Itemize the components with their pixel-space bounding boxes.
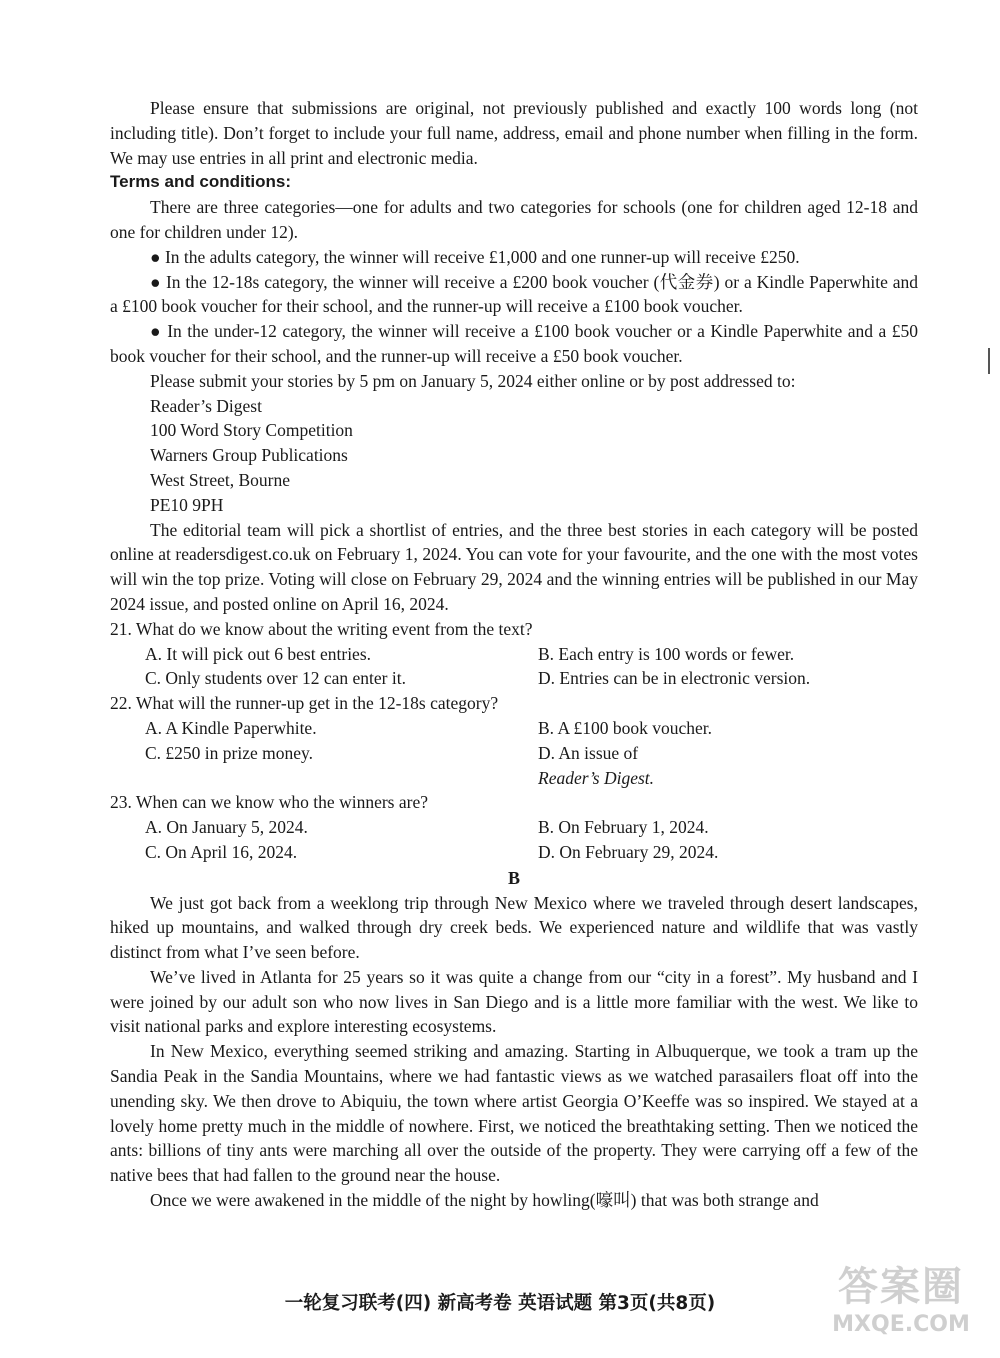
bullet-dot: ●	[150, 271, 162, 292]
option-c: C. On April 16, 2024.	[145, 841, 298, 862]
answer-options	[110, 716, 918, 790]
edge-mark	[988, 348, 990, 374]
question-stem: 22. What will the runner-up get in the 12-18s category?	[110, 693, 499, 714]
option-a: A. It will pick out 6 best entries.	[145, 643, 372, 664]
question-stem: 23. When can we know who the winners are?	[110, 792, 428, 813]
bullet-12-18s: ● In the 12-18s category, the winner will receive a £200 book voucher (代金券) or a Kindle Paperwhite and a £100 book voucher for their school, and the runner-up will receive a £100 book voucher.	[110, 271, 918, 317]
watermark-url: MXQE.COM	[832, 1312, 970, 1337]
terms-heading: Terms and conditions:	[110, 172, 292, 192]
option-b: B. A £100 book voucher.	[538, 717, 713, 738]
postal-address	[110, 394, 918, 518]
address-line: 100 Word Story Competition	[150, 420, 353, 441]
option-d: D. An issue of Reader’s Digest.	[538, 742, 655, 788]
paragraph-b4: Once we were awakened in the middle of the night by howling(嚎叫) that was both strange and	[150, 1190, 819, 1211]
paragraph-categories: There are three categories—one for adults and two categories for schools (one for children aged 12-18 and one for children under 12).	[110, 197, 918, 242]
question-23	[110, 790, 918, 864]
bullet-dot: ●	[150, 246, 161, 267]
magazine-title: Reader’s Digest.	[538, 767, 655, 788]
option-c: C. £250 in prize money.	[145, 742, 314, 763]
bullet-dot: ●	[150, 321, 162, 342]
watermark	[816, 1262, 986, 1348]
page-content	[110, 96, 918, 1213]
paragraph-b1: We just got back from a weeklong trip through New Mexico where we traveled through desert landscapes, hiked up mountains, and walked through dry creek beds. We experienced nature and wildlife that was vastly distinct from what I’ve seen before.	[110, 892, 918, 963]
bullet-adults: ● In the adults category, the winner will receive £1,000 and one runner-up will receive £250.	[150, 246, 800, 267]
option-c: C. Only students over 12 can enter it.	[145, 668, 406, 689]
watermark-logo: 答案圈	[838, 1264, 964, 1310]
option-a: A. On January 5, 2024.	[145, 817, 308, 838]
address-line: PE10 9PH	[150, 494, 224, 515]
question-21	[110, 617, 918, 691]
paragraph-submit: Please submit your stories by 5 pm on January 5, 2024 either online or by post addressed to:	[150, 370, 796, 391]
answer-options	[110, 815, 918, 865]
question-stem: 21. What do we know about the writing event from the text?	[110, 618, 533, 639]
option-d: D. On February 29, 2024.	[538, 841, 719, 862]
paragraph-b2: We’ve lived in Atlanta for 25 years so it was quite a change from our “city in a forest”. My husband and I were joined by our adult son who now lives in San Diego and is a little more familiar with the west. We like to visit national parks and explore interesting ecosystems.	[110, 966, 918, 1037]
address-line: Reader’s Digest	[150, 395, 262, 416]
address-line: West Street, Bourne	[150, 469, 291, 490]
page-footer: 一轮复习联考(四) 新高考卷 英语试题 第3页(共8页)	[284, 1293, 716, 1314]
paragraph-submissions: Please ensure that submissions are original, not previously published and exactly 100 words long (not including title). Don’t forget to include your full name, address, email and phone number when filling in the form. We may use entries in all print and electronic media.	[110, 98, 918, 168]
option-a: A. A Kindle Paperwhite.	[145, 717, 317, 738]
question-22	[110, 691, 918, 790]
option-d: D. Entries can be in electronic version.	[538, 668, 811, 689]
bullet-under-12: ● In the under-12 category, the winner will receive a £100 book voucher or a Kindle Paperwhite and a £50 book voucher for their school, and the runner-up will receive a £50 book voucher.	[110, 321, 919, 366]
address-line: Warners Group Publications	[150, 445, 348, 466]
paragraph-b3: In New Mexico, everything seemed striking and amazing. Starting in Albuquerque, we took a tram up the Sandia Peak in the Sandia Mountains, where we had fantastic views as we watched parasailers float off into the unending sky. We then drove to Abiquiu, the town where artist Georgia O’Keeffe was so inspired. We stayed at a lovely home pretty much in the middle of nowhere. First, we noticed the breathtaking setting. Then we noticed the ants: billions of tiny ants were marching all over the outside of the property. They were carrying off a few of the native bees that had fallen to the ground near the house.	[110, 1041, 918, 1186]
paragraph-editorial: The editorial team will pick a shortlist of entries, and the three best stories in each category will be posted online at readersdigest.co.uk on February 1, 2024. You can vote for your favourite, and the one with the most votes will win the top prize. Voting will close on February 29, 2024 and the winning entries will be published in our May 2024 issue, and posted online on April 16, 2024.	[110, 519, 918, 614]
option-b: B. On February 1, 2024.	[538, 817, 709, 838]
option-b: B. Each entry is 100 words or fewer.	[538, 643, 795, 664]
answer-options	[110, 642, 918, 692]
section-b-label: B	[507, 867, 520, 888]
